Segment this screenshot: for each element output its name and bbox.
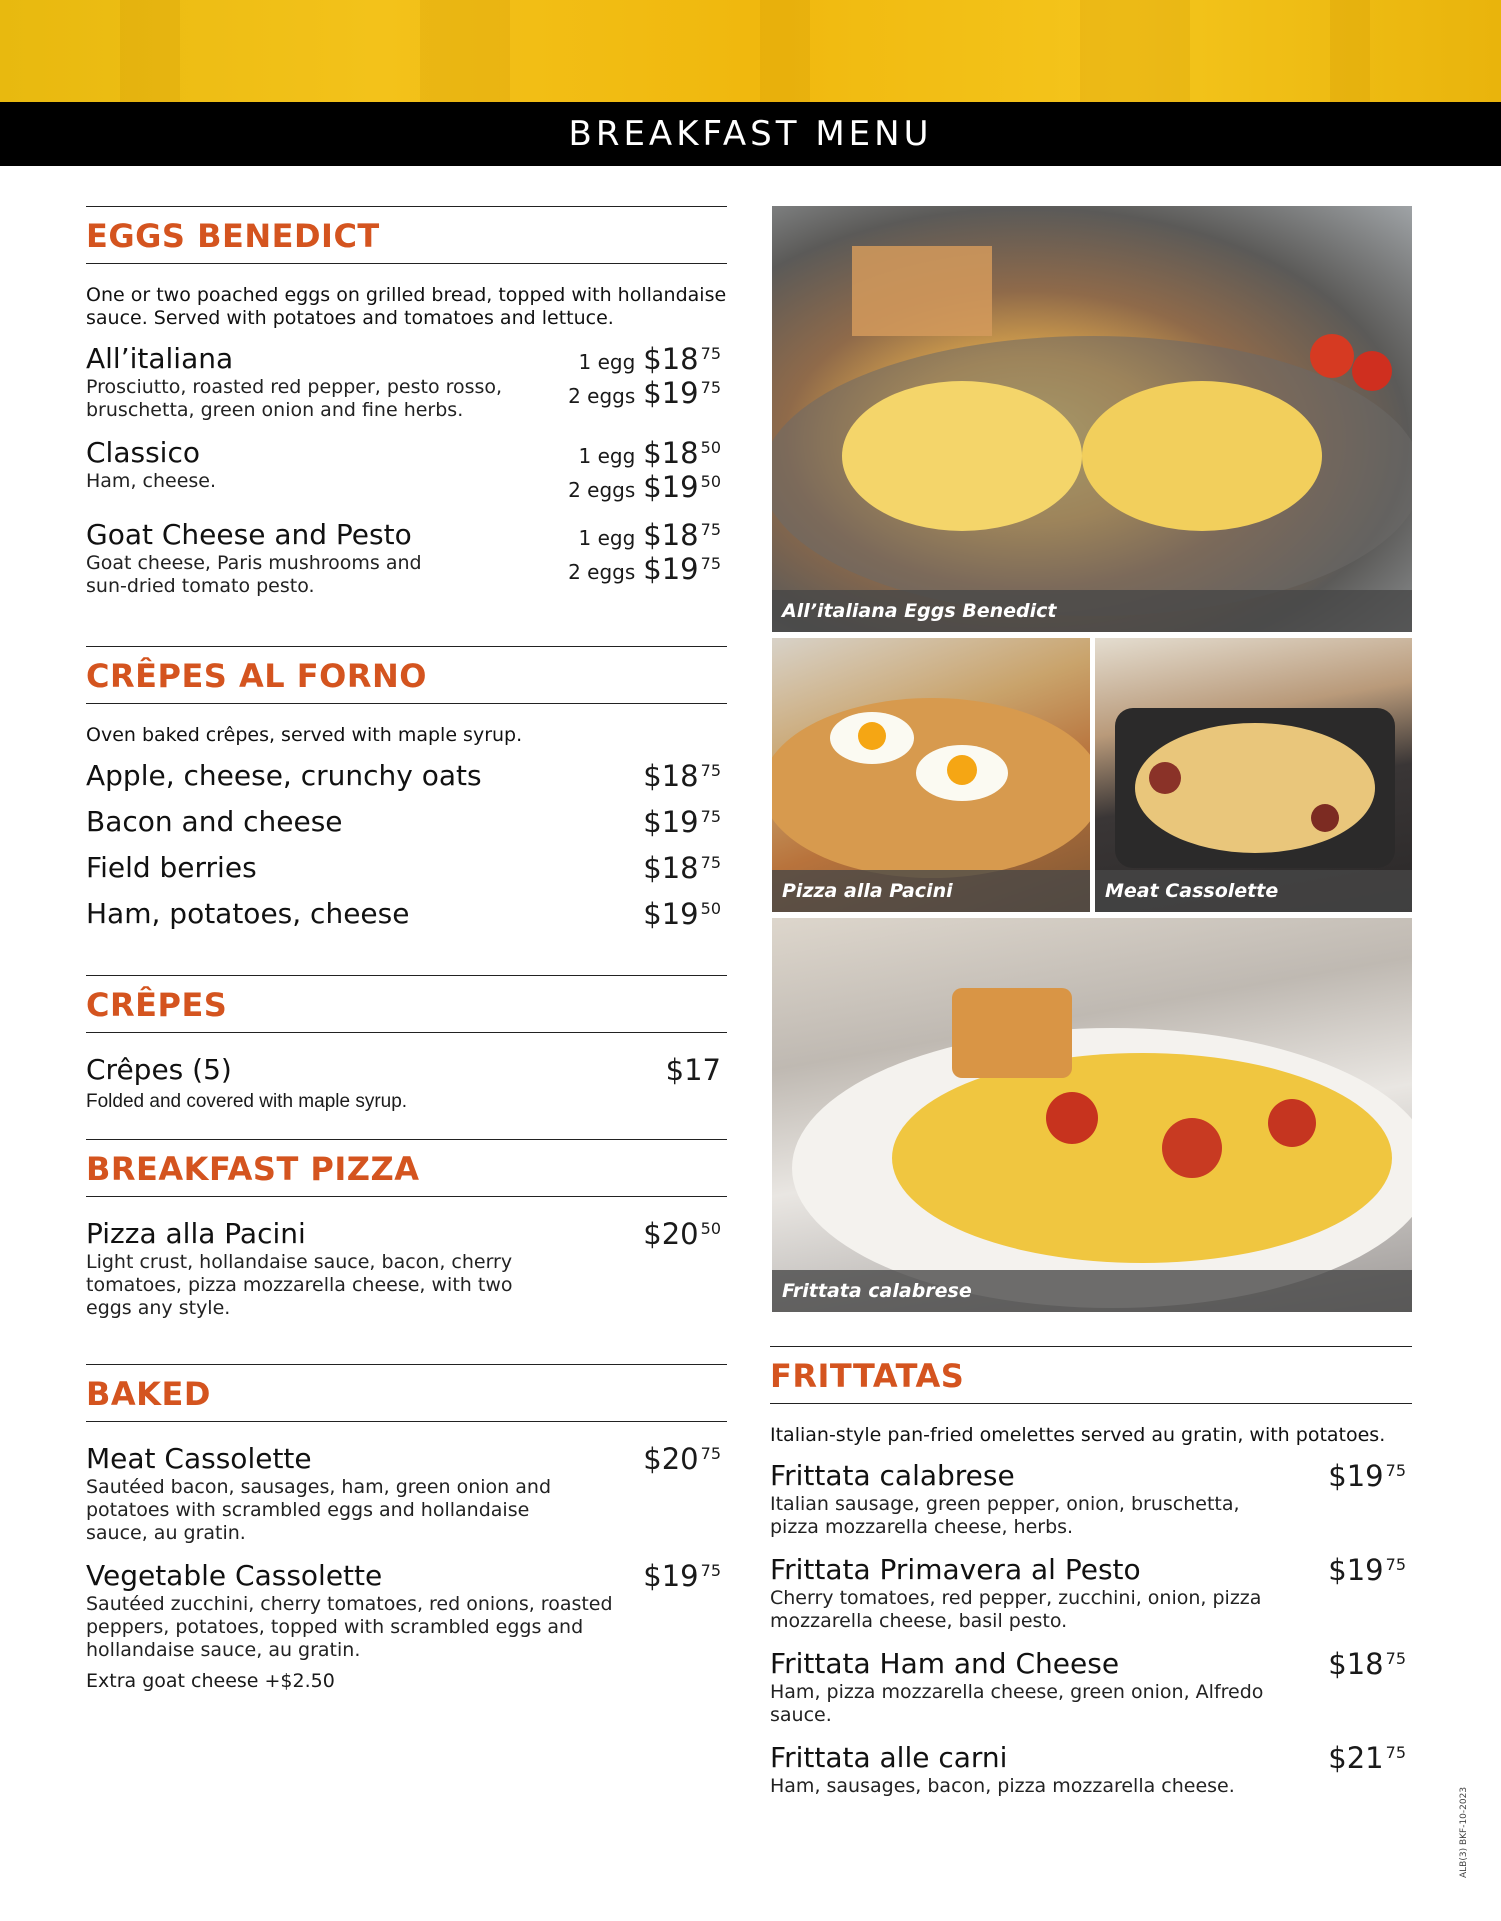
item-cents: 50 <box>700 438 721 457</box>
menu-item <box>770 1647 1412 1727</box>
section-header <box>86 1139 727 1197</box>
page-title: BREAKFAST MENU <box>568 114 933 154</box>
item-description: Goat cheese, Paris mushrooms and sun-dried tomato pesto. <box>86 552 422 597</box>
item-cents: 75 <box>1385 1555 1406 1574</box>
item-name: Crêpes (5) <box>86 1053 232 1086</box>
footer-code-text: ALB(3) BKF-10-2023 <box>1459 1786 1469 1878</box>
item-cents: 75 <box>1385 1461 1406 1480</box>
item-price: $18 <box>643 342 699 376</box>
caption-text: All’italiana Eggs Benedict <box>782 600 1057 622</box>
item-description: Cherry tomatoes, red pepper, zucchini, onion, pizza mozzarella cheese, basil pesto. <box>770 1587 1262 1632</box>
menu-item <box>86 805 727 839</box>
section-baked <box>86 1364 727 1692</box>
photo-caption <box>772 590 1412 632</box>
item-price: $19 <box>643 805 699 839</box>
item-name: Bacon and cheese <box>86 805 343 838</box>
item-cents: 75 <box>700 378 721 397</box>
item-price: $18 <box>1328 1647 1384 1681</box>
item-cents: 75 <box>1385 1649 1406 1668</box>
item-description: Italian sausage, green pepper, onion, bruschetta, pizza mozzarella cheese, herbs. <box>770 1493 1240 1538</box>
photo-eggs-benedict-art <box>772 206 1412 632</box>
section-header <box>86 975 727 1033</box>
item-price: $18 <box>643 759 699 793</box>
item-qty: 2 eggs <box>568 384 636 408</box>
item-qty: 1 egg <box>578 526 636 550</box>
menu-item <box>770 1741 1412 1798</box>
photo-caption <box>772 870 1090 912</box>
item-cents: 50 <box>700 472 721 491</box>
photo-frittata <box>772 918 1412 1312</box>
menu-item <box>770 1553 1412 1633</box>
section-breakfast-pizza <box>86 1139 727 1320</box>
item-cents: 75 <box>700 807 721 826</box>
item-qty: 2 eggs <box>568 560 636 584</box>
photo-eggs-benedict <box>772 206 1412 632</box>
item-price: $19 <box>643 552 699 586</box>
item-description: Ham, sausages, bacon, pizza mozzarella cheese. <box>770 1775 1235 1797</box>
item-name: All’italiana <box>86 342 234 375</box>
item-name: Ham, potatoes, cheese <box>86 897 410 930</box>
menu-item <box>86 1053 727 1087</box>
item-price: $19 <box>643 376 699 410</box>
menu-item <box>86 342 727 422</box>
menu-item <box>86 1559 727 1662</box>
item-cents: 75 <box>700 1444 721 1463</box>
extra-option: Extra goat cheese +$2.50 <box>86 1670 335 1692</box>
caption-text: Frittata calabrese <box>782 1280 972 1302</box>
photo-caption <box>772 1270 1412 1312</box>
menu-item <box>86 436 727 504</box>
item-price: $19 <box>1328 1553 1384 1587</box>
section-title: CRÊPES <box>86 986 228 1024</box>
item-cents: 75 <box>700 761 721 780</box>
item-prices <box>568 342 727 410</box>
menu-item <box>770 1459 1412 1539</box>
item-cents: 75 <box>700 520 721 539</box>
item-description: Sautéed bacon, sausages, ham, green onion and potatoes with scrambled eggs and hollandaise sauce, au gratin. <box>86 1476 552 1544</box>
item-description: Sautéed zucchini, cherry tomatoes, red onions, roasted peppers, potatoes, topped with scrambled eggs and hollandaise sauce, au gratin. <box>86 1593 613 1661</box>
menu-item <box>86 518 727 598</box>
item-cents: 75 <box>700 344 721 363</box>
item-price: $18 <box>643 518 699 552</box>
menu-item <box>86 851 727 885</box>
section-crepes <box>86 975 727 1113</box>
section-title: FRITTATAS <box>770 1357 965 1395</box>
item-description: Ham, cheese. <box>86 470 217 492</box>
caption-text: Meat Cassolette <box>1105 880 1279 902</box>
section-intro: Oven baked crêpes, served with maple syrup. <box>86 724 523 746</box>
item-name: Apple, cheese, crunchy oats <box>86 759 482 792</box>
item-price: $19 <box>643 1559 699 1593</box>
section-eggs-benedict <box>86 206 727 598</box>
item-price: $18 <box>643 851 699 885</box>
menu-item <box>86 1217 727 1320</box>
item-description: Light crust, hollandaise sauce, bacon, cherry tomatoes, pizza mozzarella cheese, with two eggs any style. <box>86 1251 513 1319</box>
photo-caption <box>1095 870 1412 912</box>
left-column <box>86 206 727 1692</box>
section-intro: Italian-style pan-fried omelettes served au gratin, with potatoes. <box>770 1424 1386 1446</box>
photo-frittata-art <box>772 918 1412 1312</box>
footer-code <box>1452 1770 1472 1880</box>
caption-text: Pizza alla Pacini <box>782 880 953 902</box>
item-name: Pizza alla Pacini <box>86 1217 306 1250</box>
top-banner <box>0 0 1501 102</box>
item-price: $20 <box>643 1217 699 1251</box>
section-frittatas <box>770 1346 1412 1812</box>
item-price: $19 <box>643 897 699 931</box>
section-title: BAKED <box>86 1375 211 1413</box>
item-cents: 50 <box>700 899 721 918</box>
item-name: Field berries <box>86 851 257 884</box>
item-price: $21 <box>1328 1741 1384 1775</box>
section-header <box>86 646 727 704</box>
section-intro: One or two poached eggs on grilled bread, topped with hollandaise sauce. Served with potatoes and tomatoes and lettuce. <box>86 284 727 329</box>
item-name: Goat Cheese and Pesto <box>86 518 412 551</box>
item-cents: 75 <box>1385 1743 1406 1762</box>
item-price: $18 <box>643 436 699 470</box>
section-header <box>86 1364 727 1422</box>
section-title: EGGS BENEDICT <box>86 217 380 255</box>
item-name: Frittata Ham and Cheese <box>770 1647 1120 1680</box>
menu-item <box>86 897 727 931</box>
item-qty: 2 eggs <box>568 478 636 502</box>
title-bar <box>0 102 1501 166</box>
section-title: CRÊPES AL FORNO <box>86 657 427 695</box>
item-description: Folded and covered with maple syrup. <box>86 1091 408 1112</box>
item-qty: 1 egg <box>578 350 636 374</box>
section-header <box>86 206 727 264</box>
item-price: $19 <box>643 470 699 504</box>
section-header <box>770 1346 1412 1404</box>
item-price: $19 <box>1328 1459 1384 1493</box>
item-name: Frittata alle carni <box>770 1741 1008 1774</box>
photo-meat-cassolette <box>1095 638 1412 912</box>
item-price: $20 <box>643 1442 699 1476</box>
menu-item <box>86 1442 727 1545</box>
item-price: $17 <box>665 1053 721 1087</box>
item-name: Classico <box>86 436 200 469</box>
item-name: Frittata calabrese <box>770 1459 1015 1492</box>
item-cents: 50 <box>700 1219 721 1238</box>
item-qty: 1 egg <box>578 444 636 468</box>
item-name: Meat Cassolette <box>86 1442 312 1475</box>
photo-pizza <box>772 638 1090 912</box>
item-prices <box>568 518 727 586</box>
item-description: Ham, pizza mozzarella cheese, green onion, Alfredo sauce. <box>770 1681 1264 1726</box>
item-name: Frittata Primavera al Pesto <box>770 1553 1141 1586</box>
menu-item <box>86 759 727 793</box>
item-prices <box>568 436 727 504</box>
section-crepes-al-forno <box>86 646 727 931</box>
section-title: BREAKFAST PIZZA <box>86 1150 420 1188</box>
item-name: Vegetable Cassolette <box>86 1559 383 1592</box>
item-cents: 75 <box>700 554 721 573</box>
item-cents: 75 <box>700 853 721 872</box>
item-description: Prosciutto, roasted red pepper, pesto rosso, bruschetta, green onion and fine herbs. <box>86 376 503 421</box>
item-cents: 75 <box>700 1561 721 1580</box>
